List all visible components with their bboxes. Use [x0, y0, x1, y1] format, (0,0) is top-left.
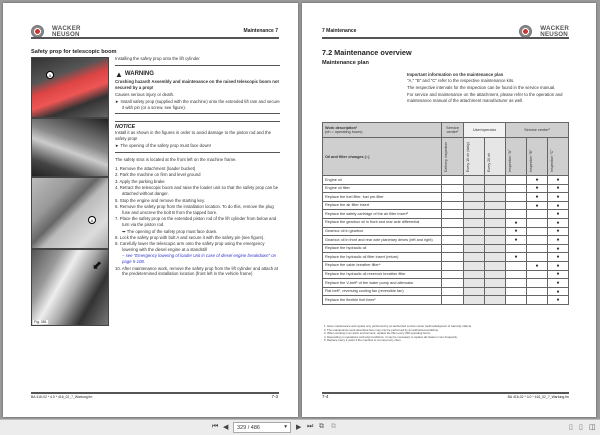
empty-cell — [485, 244, 506, 253]
dropdown-icon[interactable]: ▾ — [284, 424, 287, 430]
footnote: 2. The maintenance work described here may only be performed by an authorized workshop. — [324, 327, 439, 332]
maintenance-mark: ● — [548, 193, 569, 202]
page-header: 7 Maintenance — [322, 28, 357, 34]
single-page-icon[interactable]: ▯ — [569, 424, 573, 431]
footer-file: BA 416-02 * 4.0 * 416_02_7_Wartung.fm — [31, 395, 93, 399]
brand-line2: NEUSON — [540, 30, 568, 38]
table-row — [323, 236, 569, 245]
warning-label: WARNING — [124, 71, 154, 78]
maintenance-plan-table — [322, 122, 569, 305]
empty-cell — [485, 253, 506, 262]
header-rule — [322, 37, 569, 39]
maintenance-mark: ● — [548, 253, 569, 262]
subtitle: Installing the safety prop onto the lift cylinder — [115, 56, 200, 61]
column-header — [485, 138, 506, 176]
header-work-description — [323, 123, 442, 138]
table-row — [323, 201, 569, 210]
column-header-label: Inspection "B" — [529, 149, 533, 172]
column-header — [506, 138, 527, 176]
info-box — [407, 72, 567, 104]
row-label: Replace the gearbox oil in front and rear axle differential — [323, 218, 442, 227]
empty-cell — [485, 261, 506, 270]
empty-cell — [485, 270, 506, 279]
empty-cell — [464, 296, 485, 305]
maintenance-mark: ● — [548, 218, 569, 227]
header-service-center: Service center² — [442, 123, 464, 138]
maintenance-mark: ● — [506, 218, 527, 227]
table-row — [323, 244, 569, 253]
photo-safety-prop-mounted — [31, 57, 109, 118]
empty-cell — [464, 218, 485, 227]
empty-cell — [506, 270, 527, 279]
table-row — [323, 253, 569, 262]
maintenance-mark: ● — [527, 184, 548, 193]
notice-label: NOTICE — [115, 124, 136, 131]
header-oil-filter: Oil and filter changes (⌂) — [323, 138, 442, 176]
empty-cell — [527, 244, 548, 253]
maintenance-mark: ● — [548, 236, 569, 245]
label-a-badge: A — [46, 71, 54, 79]
empty-cell — [442, 270, 464, 279]
footnote: 5. Replace every 3 years if the machine is not used very often. — [324, 338, 402, 343]
page-number-input[interactable] — [233, 422, 291, 433]
divider — [115, 121, 280, 122]
warning-triangle-icon: ▲ — [115, 69, 123, 79]
row-label: Replace the hydraulic oil filter insert (return) — [323, 253, 442, 262]
empty-cell — [506, 287, 527, 296]
row-label: Replace the hydraulic oil reservoir breather filter — [323, 270, 442, 279]
empty-cell — [485, 184, 506, 193]
maintenance-mark: ● — [548, 244, 569, 253]
divider — [115, 113, 280, 114]
step: 9. Carefully lower the telescopic arm onto the safety prop using the emergency lowering with the diesel engine at a standstill — [115, 241, 265, 253]
previous-page-icon[interactable]: ◀ — [223, 424, 229, 431]
empty-cell — [442, 193, 464, 202]
two-page-icon[interactable]: ◫ — [589, 424, 596, 431]
first-page-icon[interactable]: ⏮ — [212, 423, 219, 430]
drawing-prop-location — [31, 177, 109, 249]
empty-cell — [464, 244, 485, 253]
header-work-sub: (oh = operating hours) — [325, 130, 363, 134]
empty-cell — [442, 253, 464, 262]
row-label: Gearbox oil in front and rear axle planetary drives (left and right) — [323, 236, 442, 245]
section-title: 7.2 Maintenance overview — [322, 48, 412, 57]
brand-line2: NEUSON — [52, 30, 80, 38]
empty-cell — [506, 279, 527, 288]
subsection-title: Maintenance plan — [322, 60, 369, 66]
brand-line1: WACKER — [52, 24, 81, 32]
warning-action: ► Install safety prop (supplied with the machine) onto the extended lift ram and secure it with pin (or a screw, see figure). — [115, 98, 280, 110]
section-title: Safety prop for telescopic boom — [31, 49, 117, 55]
empty-cell — [506, 193, 527, 202]
empty-cell — [506, 261, 527, 270]
empty-cell — [485, 218, 506, 227]
header-rule — [31, 37, 279, 39]
footer-rule — [322, 392, 569, 394]
footer-file: BA 416-02 * 4.0 * 416_02_7_Wartung.fm — [507, 395, 569, 399]
next-page-icon[interactable]: ▶ — [296, 424, 302, 431]
footer-rule — [31, 392, 279, 394]
arrow-icon: ⬋ — [92, 258, 103, 272]
step: 10. After maintenance work, remove the safety prop from the lift cylinder and attach at the predetermined installation location (front left in the vehicle frame) — [115, 265, 278, 277]
label-a-badge: A — [88, 216, 96, 224]
photo-prop-on-cylinder — [31, 249, 109, 326]
maintenance-mark: ● — [548, 261, 569, 270]
steps-list — [115, 166, 280, 277]
warning-text: Causes serious injury or death. — [115, 91, 175, 97]
empty-cell — [506, 176, 527, 185]
row-label: Replace the hydraulic oil — [323, 244, 442, 253]
empty-cell — [442, 279, 464, 288]
notice-text: Install it as shown in the figures in order to avoid damage to the piston rod and the safety prop! — [115, 130, 271, 142]
empty-cell — [464, 176, 485, 185]
empty-cell — [527, 279, 548, 288]
column-header-label: Every 20 oh — [487, 152, 491, 172]
column-header — [548, 138, 569, 176]
row-label: Engine oil filter — [323, 184, 442, 193]
empty-cell — [485, 287, 506, 296]
step: 3. Apply the parking brake — [115, 178, 165, 184]
instructions-column — [115, 56, 280, 277]
empty-cell — [442, 244, 464, 253]
column-header — [442, 138, 464, 176]
footer-page-number: 7-3 — [271, 394, 278, 399]
maintenance-mark: ● — [548, 201, 569, 210]
empty-cell — [485, 176, 506, 185]
notice-action: ► The opening of the safety prop must face down! — [115, 143, 212, 149]
figure-label: Fig. 381 — [34, 320, 47, 324]
empty-cell — [485, 227, 506, 236]
header-work-label: Work description¹ — [325, 125, 358, 130]
warning-bold-text: Crushing hazard! Assembly and maintenance on the raised telescopic boom not secured by a prop! — [115, 78, 279, 90]
info-line: "A," "B" and "C" refer to the respective maintenance kits. — [407, 77, 515, 83]
empty-cell — [464, 184, 485, 193]
empty-cell — [527, 218, 548, 227]
row-label: Gearbox oil in gearbox — [323, 227, 442, 236]
empty-cell — [464, 270, 485, 279]
maintenance-mark: ● — [506, 253, 527, 262]
step: 8. Lock the safety prop with bolt A and secure it with the safety pin (see figure). — [115, 235, 265, 241]
table-row — [323, 218, 569, 227]
right-page — [302, 3, 596, 417]
empty-cell — [442, 201, 464, 210]
row-label: Replace the V-belt⁵ of the water pump and alternator — [323, 279, 442, 288]
empty-cell — [527, 287, 548, 296]
empty-cell — [464, 193, 485, 202]
empty-cell — [464, 253, 485, 262]
empty-cell — [442, 261, 464, 270]
empty-cell — [527, 296, 548, 305]
table-row — [323, 287, 569, 296]
maintenance-mark: ● — [548, 210, 569, 219]
maintenance-mark: ● — [506, 227, 527, 236]
empty-cell — [527, 210, 548, 219]
table-row — [323, 176, 569, 185]
empty-cell — [464, 279, 485, 288]
header-user-operator: User/operator — [464, 123, 506, 138]
viewer-toolbar — [0, 419, 600, 435]
empty-cell — [506, 210, 527, 219]
empty-cell — [442, 218, 464, 227]
footnotes — [324, 325, 472, 343]
empty-cell — [506, 184, 527, 193]
table-row — [323, 193, 569, 202]
left-page — [3, 3, 298, 417]
empty-cell — [442, 176, 464, 185]
row-label: Flat belt⁶, reversing cooling fan (reversible fan) — [323, 287, 442, 296]
column-header-label: Delivery inspection — [444, 141, 448, 172]
footnote: 4. Depending on operations and local conditions, it may be necessary to replace all cleaner more frequently. — [324, 334, 458, 339]
table-row — [323, 261, 569, 270]
maintenance-mark: ● — [548, 270, 569, 279]
info-title: Important information on the maintenance plan — [407, 72, 504, 77]
maintenance-mark: ● — [548, 184, 569, 193]
step: 5. Stop the engine and remove the starting key. — [115, 197, 205, 203]
empty-cell — [442, 287, 464, 296]
empty-cell — [527, 253, 548, 262]
table-row — [323, 270, 569, 279]
column-header-label: Every 10 oh (daily) — [466, 142, 470, 172]
column-header — [464, 138, 485, 176]
info-line: The respective intervals for the inspection can be found in the service manual. — [407, 84, 556, 90]
maintenance-mark: ● — [548, 287, 569, 296]
maintenance-mark: ● — [527, 201, 548, 210]
empty-cell — [442, 296, 464, 305]
step: 2. Park the machine on firm and level ground — [115, 172, 201, 178]
empty-cell — [485, 236, 506, 245]
empty-cell — [506, 296, 527, 305]
warning-heading — [115, 70, 280, 79]
empty-cell — [485, 193, 506, 202]
info-line: For service and maintenance on the attachment, please refer to the operation and maintenance manual of the attachment manufacturer as well. — [407, 91, 563, 103]
empty-cell — [442, 184, 464, 193]
empty-cell — [464, 201, 485, 210]
empty-cell — [485, 201, 506, 210]
empty-cell — [464, 227, 485, 236]
empty-cell — [506, 201, 527, 210]
table-row — [323, 210, 569, 219]
step: 6. Remove the safety prop from the installation location. To do this, remove the plug fuse and unscrew the bolt B from the tapped bore. — [115, 204, 274, 215]
intro-text: The safety strut is located at the front left on the machine frame. — [115, 157, 237, 163]
page-header: Maintenance 7 — [243, 28, 278, 34]
empty-cell — [527, 270, 548, 279]
copy-icon[interactable]: ⧉ — [319, 423, 324, 430]
maintenance-mark: ● — [548, 227, 569, 236]
maintenance-mark: ● — [527, 193, 548, 202]
table-row — [323, 227, 569, 236]
row-label: Replace the safety cartridge of the air filter insert³ — [323, 210, 442, 219]
maintenance-mark: ● — [527, 261, 548, 270]
maintenance-mark: ● — [548, 279, 569, 288]
footnote: 3. When working in an arctic environment, replace the filter every 300 operating hours. — [324, 331, 431, 336]
brand-line1: WACKER — [540, 24, 569, 32]
footer-page-number: 7-4 — [322, 394, 329, 399]
divider — [115, 65, 280, 66]
photo-installing-prop — [31, 118, 109, 177]
step: 1. Remove the attachment (loader bucket) — [115, 166, 196, 172]
table-row — [323, 296, 569, 305]
empty-cell — [485, 210, 506, 219]
row-label: Replace the fuel filter, fuel pre-filter — [323, 193, 442, 202]
empty-cell — [442, 210, 464, 219]
cross-reference-link[interactable]: – see "Emergency lowering of loader unit in case of diesel engine breakdown" on page 5-108. — [122, 253, 277, 265]
empty-cell — [464, 261, 485, 270]
column-header-label: Inspection "A" — [508, 149, 512, 172]
footnote: 1. Have maintenance and repairs only performed by an authorized service center (acknowledgment of warranty claims). — [324, 324, 472, 328]
empty-cell — [442, 236, 464, 245]
column-header-label: Inspection "C" — [550, 149, 554, 172]
row-label: Replace the cabin breather filter⁴ — [323, 261, 442, 270]
last-page-icon[interactable]: ⏭ — [307, 423, 314, 430]
header-service-center-2: Service center² — [506, 123, 569, 138]
step-result: ➥ The opening of the safety prop must face down. — [122, 228, 218, 234]
step: 4. Retract the telescopic boom and raise the loader unit so that the safety prop can be attached without danger. — [115, 185, 279, 197]
maintenance-mark: ● — [527, 176, 548, 185]
empty-cell — [464, 236, 485, 245]
column-header — [527, 138, 548, 176]
empty-cell — [527, 227, 548, 236]
page-indicator: 329 / 486 — [237, 425, 260, 431]
empty-cell — [485, 279, 506, 288]
maintenance-mark: ● — [548, 176, 569, 185]
paste-icon[interactable]: ⧉ — [331, 423, 336, 430]
row-label: Engine oil — [323, 176, 442, 185]
bookmark-icon[interactable]: ▯ — [579, 424, 583, 431]
empty-cell — [442, 227, 464, 236]
empty-cell — [506, 244, 527, 253]
row-label: Replace the flexible fuel lines⁵ — [323, 296, 442, 305]
divider — [115, 152, 280, 153]
maintenance-mark: ● — [506, 236, 527, 245]
row-label: Replace the air filter insert — [323, 201, 442, 210]
table-row — [323, 279, 569, 288]
empty-cell — [527, 236, 548, 245]
empty-cell — [485, 296, 506, 305]
empty-cell — [464, 287, 485, 296]
table-row — [323, 184, 569, 193]
step: 7. Place the safety prop on the extended piston rod of the lift cylinder from below and turn via the piston rod. — [115, 216, 277, 228]
empty-cell — [464, 210, 485, 219]
maintenance-mark: ● — [548, 296, 569, 305]
